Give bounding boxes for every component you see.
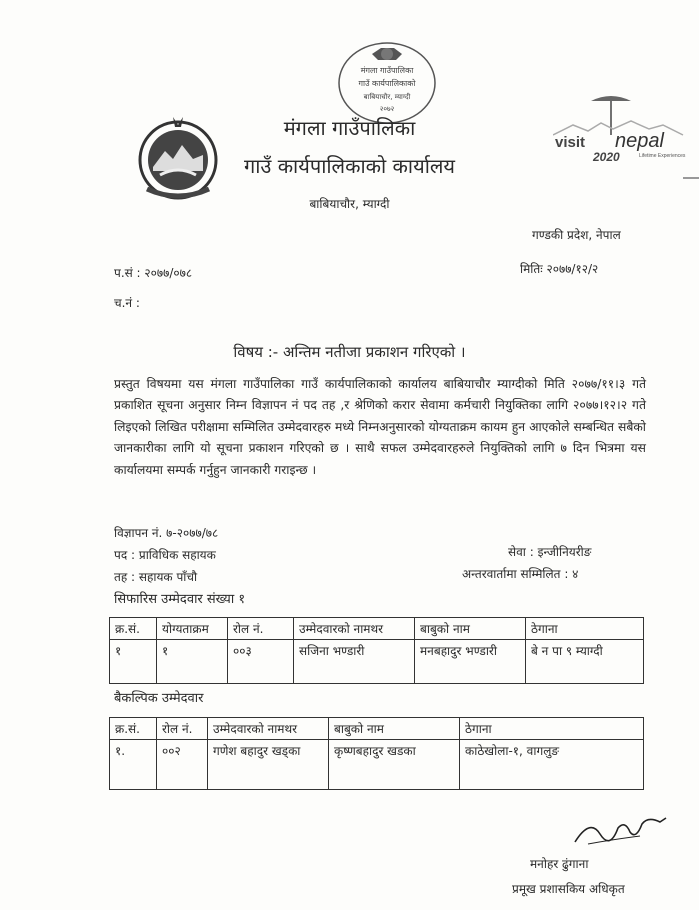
table-cell: १ — [110, 640, 157, 684]
letter-subject: विषय :- अन्तिम नतीजा प्रकाशन गरिएको । — [233, 343, 466, 361]
recommended-table — [109, 617, 644, 684]
logo-tagline: Lifetime Experiences — [639, 153, 686, 159]
col-header: उम्मेदवारको नामथर — [294, 618, 415, 640]
province-name: गण्डकी प्रदेश, नेपाल — [532, 228, 621, 242]
col-header: बाबुको नाम — [415, 618, 526, 640]
alternate-table — [109, 717, 644, 790]
level-name: तह : सहायक पाँचौ — [114, 570, 198, 584]
table-header-row — [110, 718, 644, 740]
municipality-name: मंगला गाउँपालिका — [283, 116, 416, 140]
table-cell: गणेश बहादुर खड्का — [208, 740, 329, 790]
service-name: सेवा : इन्जीनियरीङ — [508, 545, 592, 559]
table-header-row — [110, 618, 644, 640]
table-cell: १ — [157, 640, 228, 684]
table-cell: बे न पा ९ म्याग्दी — [526, 640, 644, 684]
nepal-word: nepal — [615, 130, 664, 152]
col-header: ठेगाना — [460, 718, 644, 740]
signature-image — [570, 810, 670, 850]
dispatch-number: च.नं : — [114, 296, 140, 310]
office-name: गाउँ कार्यपालिकाको कार्यालय — [243, 154, 456, 178]
col-header: रोल नं. — [157, 718, 208, 740]
ad-number: विज्ञापन नं. ७-२०७७/७८ — [114, 526, 219, 540]
visit-word: visit — [555, 134, 586, 151]
col-header: क्र.सं. — [110, 718, 157, 740]
notice-body: प्रस्तुत विषयमा यस मंगला गाउँपालिका गाउँ कार्यपालिकाको कार्यालय बाबियाचौर म्याग्दीको मिति २०७७/११।३ गते प्रकाशित सूचना अनुसार निम्न विज्ञापन नं पद तह ,र श्रेणिको करार सेवामा कर्मचारी नियुक्तिका लागि २०७७।१२।२ गते लिइएको लिखित परीक्षामा सम्मिलित उम्मेदवारहरु मध्ये निम्नअनुसारको योग्यताक्रम कायम हुन आएकोले सम्बन्धित सबैको जानकारीका लागि यो सूचना प्रकाशन गरिएको छ । साथै सफल उम्मेदवारहरुले नियुक्तिको लागि ७ दिन भित्रमा यस कार्यालयमा सम्पर्क गर्नुहुन जानकारी गराइन्छ । — [114, 377, 646, 477]
table-cell: सजिना भण्डारी — [294, 640, 415, 684]
table-cell: काठेखोला-१, वागलुङ — [460, 740, 644, 790]
table-row — [110, 740, 644, 790]
seal-year: २०७२ — [379, 105, 395, 113]
col-header: उम्मेदवारको नामथर — [208, 718, 329, 740]
col-header: योग्यताक्रम — [157, 618, 228, 640]
signer-name: मनोहर ढुंगाना — [530, 857, 589, 871]
recommended-count: सिफारिस उम्मेदवार संख्या १ — [114, 592, 246, 607]
seal-line1: मंगला गाउँपालिका — [360, 66, 414, 75]
table-cell: कृष्णबहादुर खडका — [329, 740, 460, 790]
signer-designation: प्रमूख प्रशासकिय अधिकृत — [512, 882, 625, 896]
reference-number: प.सं : २०७७/०७८ — [114, 266, 193, 280]
table-row — [110, 640, 644, 684]
post-name: पद : प्राविधिक सहायक — [114, 548, 216, 562]
interview-count: अन्तरवार्तामा सम्मिलित : ४ — [462, 567, 579, 581]
col-header: क्र.सं. — [110, 618, 157, 640]
col-header: बाबुको नाम — [329, 718, 460, 740]
col-header: ठेगाना — [526, 618, 644, 640]
seal-line3: बाबियाचौर, म्याग्दी — [363, 93, 411, 101]
letter-date: मितिः २०७७/१२/२ — [520, 262, 599, 276]
table-cell: मनबहादुर भण्डारी — [415, 640, 526, 684]
office-location: बाबियाचौर, म्याग्दी — [309, 197, 390, 211]
table-cell: ००२ — [157, 740, 208, 790]
col-header: रोल नं. — [228, 618, 294, 640]
table-cell: ००३ — [228, 640, 294, 684]
logo-year: 2020 — [593, 150, 620, 164]
seal-line2: गाउँ कार्यपालिकाको — [358, 79, 416, 88]
alternate-title: बैकल्पिक उम्मेदवार — [114, 691, 204, 706]
table-cell: १. — [110, 740, 157, 790]
